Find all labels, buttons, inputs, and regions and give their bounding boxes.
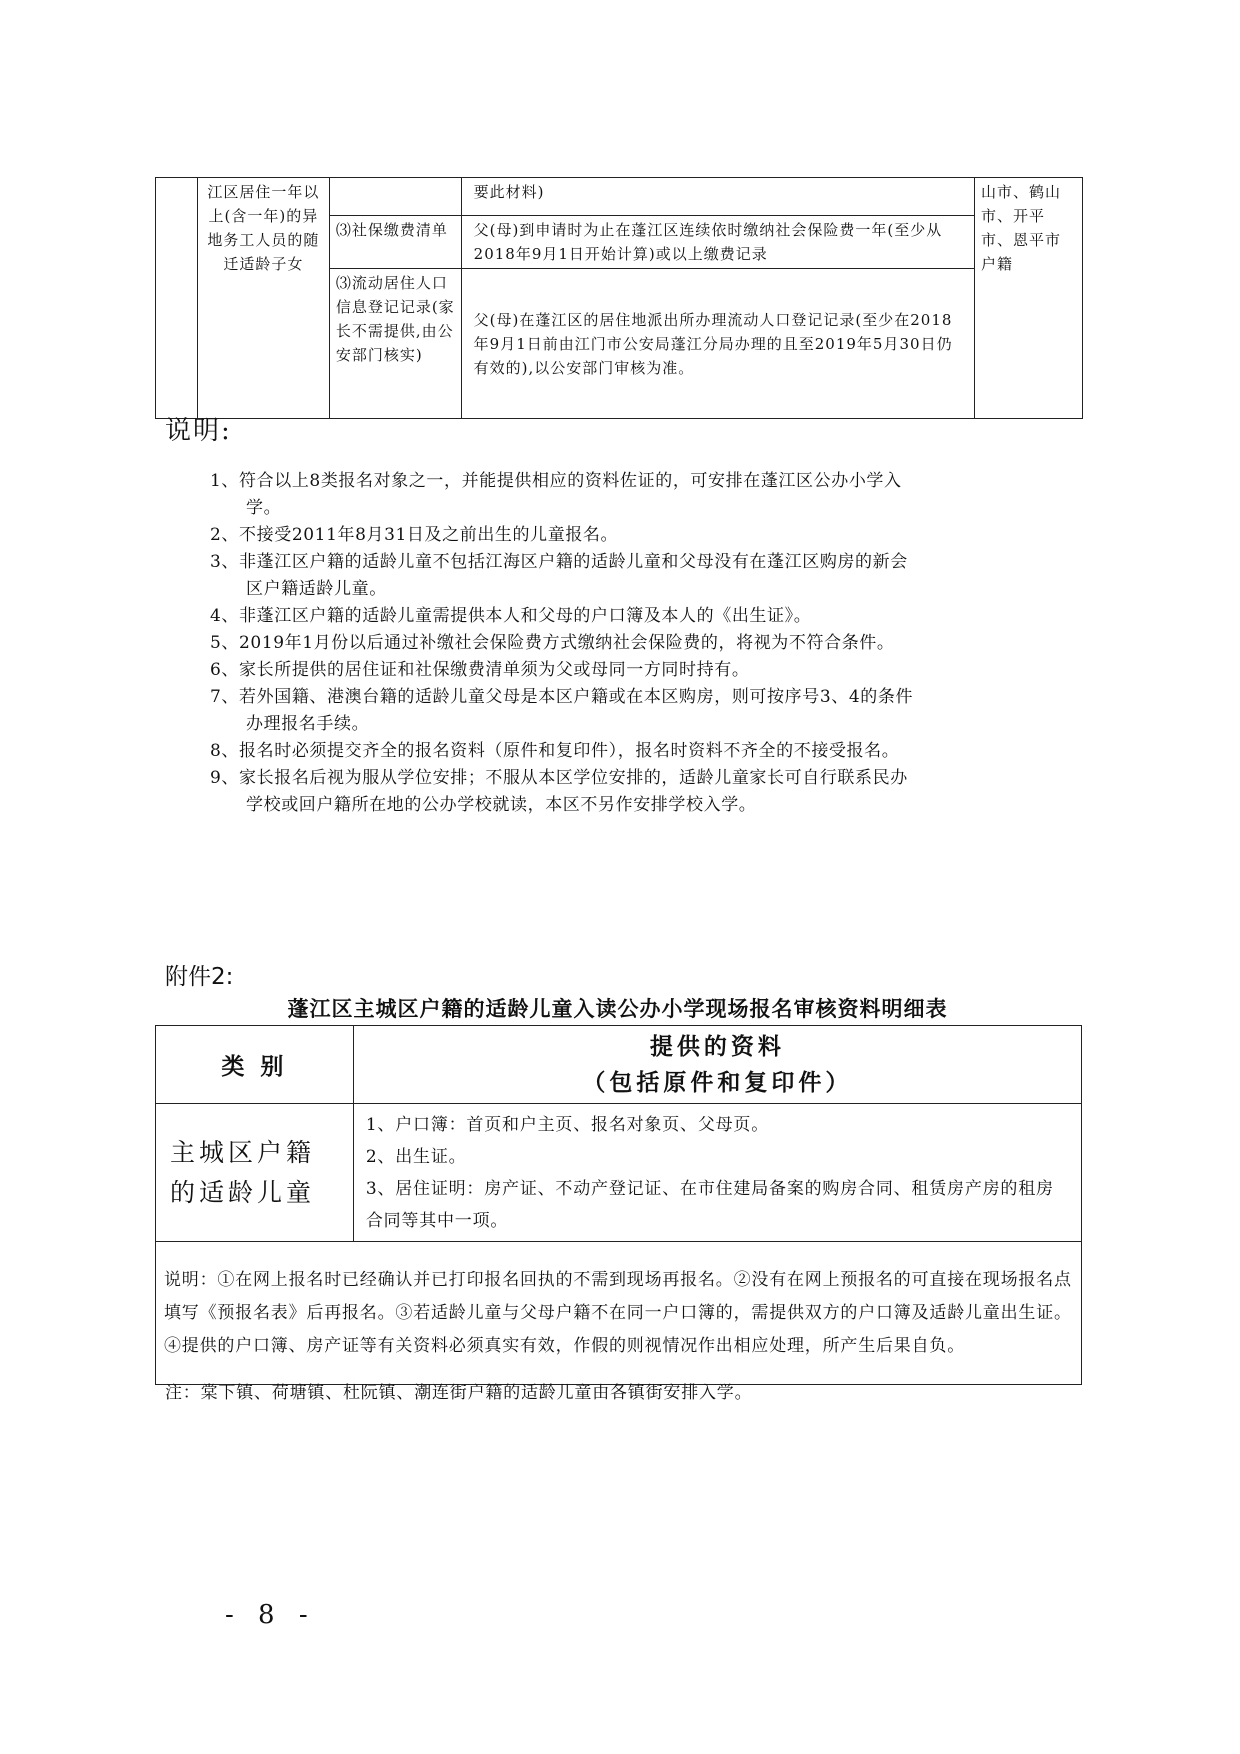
page-number: - 8 - [225, 1600, 316, 1630]
header-category: 类 别 [156, 1026, 354, 1104]
attachment-title: 蓬江区主城区户籍的适龄儿童入读公办小学现场报名审核资料明细表 [287, 997, 948, 1021]
list-item: 3、非蓬江区户籍的适龄儿童不包括江海区户籍的适龄儿童和父母没有在蓬江区购房的新会 区户籍适龄儿童。 [210, 552, 908, 599]
list-item: 2、出生证。 [365, 1146, 467, 1167]
table-detail-cell: 父(母)到申请时为止在蓬江区连续依时缴纳社会保险费一年(至少从2018年9月1日开始计算)或以上缴费记录 [461, 216, 974, 269]
list-item: 1、符合以上8类报名对象之一，并能提供相应的资料佐证的，可安排在蓬江区公办小学入 学。 [210, 471, 902, 518]
table-item-cell [329, 178, 461, 216]
table-region-cell: 山市、鹤山市、开平市、恩平市户籍 [975, 178, 1083, 419]
list-item: 9、家长报名后视为服从学位安排；不服从本区学位安排的，适龄儿童家长可自行联系民办 学校或回户籍所在地的公办学校就读，本区不另作安排学校入学。 [210, 768, 908, 815]
materials-cell [353, 1104, 1081, 1242]
list-item: 8、报名时必须提交齐全的报名资料（原件和复印件），报名时资料不齐全的不接受报名。 [210, 741, 900, 761]
table-detail-cell: 父(母)在蓬江区的居住地派出所办理流动人口登记记录(至少在2018年9月1日前由江门市公安局蓬江分局办理的且至2019年5月30日仍有效的),以公安部门审核为准。 [461, 269, 974, 419]
attachment-label: 附件2: [165, 964, 234, 990]
list-item: 2、不接受2011年8月31日及之前出生的儿童报名。 [210, 525, 619, 545]
materials-table [155, 1025, 1082, 1385]
notes-title: 说明: [165, 416, 232, 446]
list-item: 5、2019年1月份以后通过补缴社会保险费方式缴纳社会保险费的，将视为不符合条件。 [210, 633, 895, 653]
explanation-cell: 说明：①在网上报名时已经确认并已打印报名回执的不需到现场再报名。②没有在网上预报名的可直接在现场报名点填写《预报名表》后再报名。③若适龄儿童与父母户籍不在同一户口簿的，需提供双方的户口簿及适龄儿童出生证。④提供的户口簿、房产证等有关资料必须真实有效，作假的则视情况作出相应处理，所产生后果自负。 [156, 1242, 1082, 1385]
list-item: 1、户口簿：首页和户主页、报名对象页、父母页。 [365, 1114, 770, 1135]
header-materials: 提供的资料 （包括原件和复印件） [353, 1026, 1081, 1104]
table-category-cell: 江区居住一年以上(含一年)的异地务工人员的随迁适龄子女 [197, 178, 329, 419]
list-item: 4、非蓬江区户籍的适龄儿童需提供本人和父母的户口簿及本人的《出生证》。 [210, 606, 812, 626]
eligibility-table-continued [155, 177, 1083, 419]
list-item: 3、居住证明：房产证、不动产登记证、在市住建局备案的购房合同、租赁房产房的租房合同等其中一项。 [365, 1178, 1054, 1231]
list-item: 7、若外国籍、港澳台籍的适龄儿童父母是本区户籍或在本区购房，则可按序号3、4的条件 办理报名手续。 [210, 687, 914, 734]
table-number-cell [156, 178, 198, 419]
table-item-cell: ⑶流动居住人口信息登记记录(家长不需提供,由公安部门核实) [329, 269, 461, 419]
notes-list [210, 468, 1090, 819]
table-detail-cell: 要此材料) [461, 178, 974, 216]
table-item-cell: ⑶社保缴费清单 [329, 216, 461, 269]
footnote: 注：棠下镇、荷塘镇、杜阮镇、潮连街户籍的适龄儿童由各镇街安排入学。 [165, 1383, 753, 1403]
list-item: 6、家长所提供的居住证和社保缴费清单须为父或母同一方同时持有。 [210, 660, 750, 680]
category-cell: 主城区户籍的适龄儿童 [156, 1104, 354, 1242]
